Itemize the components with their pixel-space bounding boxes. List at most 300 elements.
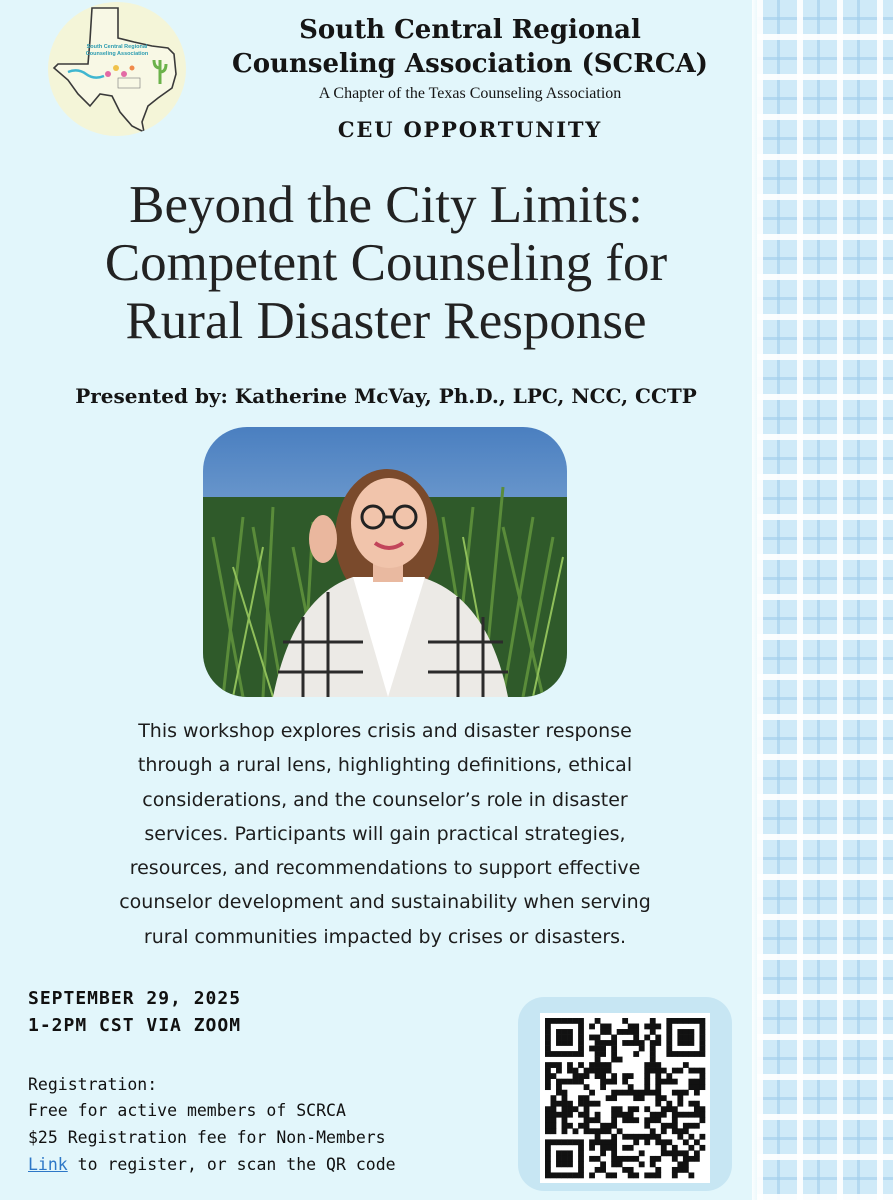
qr-module <box>551 1051 557 1057</box>
qr-module <box>611 1172 617 1178</box>
qr-module <box>677 1161 683 1167</box>
qr-module <box>551 1062 557 1068</box>
qr-module <box>573 1051 579 1057</box>
qr-module <box>661 1123 667 1129</box>
qr-module <box>562 1090 568 1096</box>
qr-module <box>556 1068 562 1074</box>
qr-module <box>556 1172 562 1178</box>
qr-module <box>666 1106 672 1112</box>
qr-module <box>644 1079 650 1085</box>
qr-module <box>683 1161 689 1167</box>
qr-module <box>628 1145 634 1151</box>
qr-module <box>694 1101 700 1107</box>
qr-module <box>699 1068 705 1074</box>
qr-module <box>556 1079 562 1085</box>
qr-module <box>628 1134 634 1140</box>
description-line: considerations, and the counselor’s role in disaster <box>142 788 628 811</box>
qr-module <box>562 1035 568 1041</box>
qr-module <box>688 1156 694 1162</box>
qr-module <box>655 1090 661 1096</box>
qr-module <box>666 1079 672 1085</box>
qr-module <box>584 1117 590 1123</box>
qr-module <box>644 1106 650 1112</box>
qr-module <box>556 1040 562 1046</box>
qr-module <box>672 1150 678 1156</box>
qr-module <box>622 1079 628 1085</box>
registration-link-line <box>28 1153 396 1178</box>
qr-module <box>688 1029 694 1035</box>
presenter-photo <box>203 427 567 697</box>
qr-module <box>688 1145 694 1151</box>
title-line-2: Competent Counseling for <box>104 234 668 292</box>
qr-module <box>650 1062 656 1068</box>
qr-module <box>545 1051 551 1057</box>
qr-module <box>655 1101 661 1107</box>
qr-module <box>611 1040 617 1046</box>
qr-module <box>644 1134 650 1140</box>
qr-module <box>639 1134 645 1140</box>
qr-module <box>573 1018 579 1024</box>
qr-module <box>672 1128 678 1134</box>
qr-module <box>666 1150 672 1156</box>
qr-module <box>617 1090 623 1096</box>
qr-module <box>545 1035 551 1041</box>
qr-module <box>699 1073 705 1079</box>
qr-module <box>650 1024 656 1030</box>
qr-module <box>683 1029 689 1035</box>
qr-module <box>694 1068 700 1074</box>
qr-module <box>650 1051 656 1057</box>
qr-module <box>556 1150 562 1156</box>
qr-module <box>611 1150 617 1156</box>
registration-members: Free for active members of SCRCA <box>28 1101 346 1120</box>
qr-module <box>633 1106 639 1112</box>
qr-module <box>567 1172 573 1178</box>
qr-module <box>650 1018 656 1024</box>
qr-module <box>545 1068 551 1074</box>
qr-module <box>578 1112 584 1118</box>
qr-module <box>628 1112 634 1118</box>
qr-module <box>545 1167 551 1173</box>
qr-module <box>628 1024 634 1030</box>
qr-module <box>639 1095 645 1101</box>
qr-module <box>694 1112 700 1118</box>
qr-module <box>688 1134 694 1140</box>
qr-module <box>578 1172 584 1178</box>
qr-module <box>622 1117 628 1123</box>
qr-module <box>650 1128 656 1134</box>
qr-module <box>683 1018 689 1024</box>
qr-module <box>688 1040 694 1046</box>
description-line: This workshop explores crisis and disaster response <box>138 720 632 742</box>
qr-module <box>611 1161 617 1167</box>
qr-module <box>694 1084 700 1090</box>
qr-module <box>628 1090 634 1096</box>
qr-module <box>611 1079 617 1085</box>
qr-module <box>666 1018 672 1024</box>
chapter-subtitle: A Chapter of the Texas Counseling Association <box>318 85 622 102</box>
qr-module <box>562 1117 568 1123</box>
qr-module <box>567 1018 573 1024</box>
qr-module <box>600 1161 606 1167</box>
qr-module <box>611 1117 617 1123</box>
qr-module <box>677 1134 683 1140</box>
title-line-1: Beyond the City Limits: <box>129 176 643 234</box>
qr-module <box>578 1145 584 1151</box>
qr-module <box>633 1024 639 1030</box>
qr-module <box>650 1117 656 1123</box>
qr-module <box>545 1145 551 1151</box>
qr-module <box>622 1029 628 1035</box>
qr-module <box>584 1128 590 1134</box>
qr-module <box>650 1112 656 1118</box>
org-name-line-2: Counseling Association (SCRCA) <box>232 49 708 79</box>
qr-module <box>672 1172 678 1178</box>
qr-module <box>622 1134 628 1140</box>
qr-module <box>677 1029 683 1035</box>
qr-module <box>683 1156 689 1162</box>
qr-module <box>589 1024 595 1030</box>
qr-module <box>589 1101 595 1107</box>
qr-module <box>551 1128 557 1134</box>
qr-module <box>578 1150 584 1156</box>
qr-module <box>567 1068 573 1074</box>
qr-module <box>562 1139 568 1145</box>
qr-module <box>661 1079 667 1085</box>
qr-module <box>672 1068 678 1074</box>
qr-module <box>683 1123 689 1129</box>
qr-module <box>567 1035 573 1041</box>
qr-module <box>573 1079 579 1085</box>
qr-module <box>589 1156 595 1162</box>
qr-module <box>600 1139 606 1145</box>
qr-module <box>633 1172 639 1178</box>
qr-module <box>633 1156 639 1162</box>
qr-module <box>683 1167 689 1173</box>
qr-module <box>633 1134 639 1140</box>
qr-module <box>688 1079 694 1085</box>
qr-module <box>655 1035 661 1041</box>
qr-module <box>672 1090 678 1096</box>
qr-module <box>699 1046 705 1052</box>
qr-module <box>600 1145 606 1151</box>
texas-map-icon <box>48 2 186 136</box>
qr-module <box>595 1128 601 1134</box>
qr-module <box>551 1172 557 1178</box>
qr-module <box>551 1073 557 1079</box>
qr-module <box>666 1139 672 1145</box>
qr-module <box>545 1062 551 1068</box>
qr-module <box>556 1084 562 1090</box>
qr-module <box>562 1150 568 1156</box>
qr-module <box>545 1123 551 1129</box>
qr-module <box>611 1090 617 1096</box>
qr-module <box>562 1112 568 1118</box>
qr-module <box>545 1018 551 1024</box>
qr-module <box>556 1139 562 1145</box>
qr-module <box>589 1145 595 1151</box>
qr-module <box>600 1029 606 1035</box>
qr-module <box>545 1024 551 1030</box>
qr-module <box>606 1024 612 1030</box>
qr-module <box>611 1156 617 1162</box>
qr-module <box>628 1117 634 1123</box>
qr-module <box>567 1150 573 1156</box>
qr-module <box>611 1139 617 1145</box>
description-line: through a rural lens, highlighting definitions, ethical <box>137 754 633 777</box>
qr-module <box>606 1128 612 1134</box>
qr-module <box>672 1079 678 1085</box>
qr-module <box>617 1029 623 1035</box>
qr-module <box>545 1073 551 1079</box>
qr-module <box>595 1018 601 1024</box>
qr-module <box>628 1167 634 1173</box>
registration-non-members: $25 Registration fee for Non-Members <box>28 1128 386 1147</box>
qr-module <box>661 1106 667 1112</box>
qr-module <box>567 1101 573 1107</box>
qr-module <box>556 1051 562 1057</box>
qr-module <box>694 1018 700 1024</box>
qr-module <box>633 1117 639 1123</box>
qr-module <box>672 1156 678 1162</box>
qr-module <box>573 1106 579 1112</box>
qr-module <box>562 1018 568 1024</box>
qr-module <box>628 1156 634 1162</box>
qr-module <box>622 1073 628 1079</box>
description-line: services. Participants will gain practical strategies, <box>144 822 626 845</box>
qr-module <box>545 1117 551 1123</box>
qr-module <box>699 1018 705 1024</box>
qr-module <box>545 1079 551 1085</box>
registration-heading: Registration: <box>28 1075 158 1094</box>
qr-module <box>672 1117 678 1123</box>
scrca-logo <box>48 2 186 136</box>
qr-module <box>573 1068 579 1074</box>
qr-module <box>600 1046 606 1052</box>
qr-module <box>567 1156 573 1162</box>
qr-module <box>567 1040 573 1046</box>
qr-module <box>556 1156 562 1162</box>
qr-module <box>617 1106 623 1112</box>
qr-module <box>600 1073 606 1079</box>
qr-module <box>699 1106 705 1112</box>
qr-module <box>644 1062 650 1068</box>
qr-module <box>694 1150 700 1156</box>
qr-module <box>595 1073 601 1079</box>
qr-module <box>600 1079 606 1085</box>
qr-module <box>584 1084 590 1090</box>
qr-module <box>578 1123 584 1129</box>
qr-module <box>556 1029 562 1035</box>
qr-module <box>617 1057 623 1063</box>
qr-module <box>545 1106 551 1112</box>
qr-module <box>639 1040 645 1046</box>
qr-module <box>606 1040 612 1046</box>
qr-module <box>584 1101 590 1107</box>
qr-module <box>606 1139 612 1145</box>
qr-module <box>683 1112 689 1118</box>
qr-module <box>578 1029 584 1035</box>
qr-module <box>672 1167 678 1173</box>
qr-module <box>633 1090 639 1096</box>
qr-module <box>589 1046 595 1052</box>
qr-module <box>699 1029 705 1035</box>
qr-module <box>694 1106 700 1112</box>
qr-module <box>688 1035 694 1041</box>
qr-module <box>639 1150 645 1156</box>
qr-module <box>584 1112 590 1118</box>
qr-module <box>551 1101 557 1107</box>
qr-module <box>578 1156 584 1162</box>
qr-module <box>562 1106 568 1112</box>
qr-module <box>655 1095 661 1101</box>
qr-module <box>694 1051 700 1057</box>
qr-module <box>644 1084 650 1090</box>
qr-module <box>573 1128 579 1134</box>
register-instructions: to register, or scan the QR code <box>67 1155 396 1174</box>
qr-module <box>606 1123 612 1129</box>
qr-module <box>562 1123 568 1129</box>
qr-module <box>633 1035 639 1041</box>
qr-module <box>567 1062 573 1068</box>
qr-module <box>633 1139 639 1145</box>
qr-module <box>683 1062 689 1068</box>
qr-code-icon[interactable] <box>540 1013 710 1183</box>
qr-module <box>666 1046 672 1052</box>
qr-module <box>672 1145 678 1151</box>
qr-module <box>589 1090 595 1096</box>
qr-module <box>683 1051 689 1057</box>
qr-module <box>617 1128 623 1134</box>
qr-module <box>688 1051 694 1057</box>
qr-module <box>683 1090 689 1096</box>
qr-module <box>589 1172 595 1178</box>
qr-module <box>699 1051 705 1057</box>
qr-module <box>628 1106 634 1112</box>
org-name-line-1: South Central Regional <box>299 15 641 45</box>
qr-module <box>611 1073 617 1079</box>
qr-module <box>622 1145 628 1151</box>
qr-module <box>562 1172 568 1178</box>
event-time: 1-2PM CST VIA ZOOM <box>28 1015 242 1036</box>
logo-text <box>82 44 152 58</box>
qr-module <box>650 1134 656 1140</box>
qr-module <box>562 1128 568 1134</box>
qr-module <box>688 1018 694 1024</box>
qr-module <box>600 1128 606 1134</box>
qr-module <box>600 1150 606 1156</box>
qr-module <box>611 1123 617 1129</box>
qr-module <box>600 1040 606 1046</box>
qr-module <box>595 1167 601 1173</box>
qr-module <box>683 1150 689 1156</box>
qr-module <box>683 1139 689 1145</box>
qr-module <box>551 1106 557 1112</box>
qr-module <box>644 1172 650 1178</box>
qr-module <box>677 1068 683 1074</box>
qr-module <box>655 1068 661 1074</box>
qr-module <box>677 1167 683 1173</box>
ceu-heading: CEU OPPORTUNITY <box>337 117 603 142</box>
qr-module <box>661 1128 667 1134</box>
qr-module <box>639 1090 645 1096</box>
qr-module <box>650 1040 656 1046</box>
qr-module <box>644 1139 650 1145</box>
qr-module <box>595 1057 601 1063</box>
qr-module <box>595 1035 601 1041</box>
qr-module <box>573 1139 579 1145</box>
qr-module <box>606 1062 612 1068</box>
qr-module <box>567 1029 573 1035</box>
qr-module <box>606 1068 612 1074</box>
qr-module <box>677 1095 683 1101</box>
qr-module <box>595 1051 601 1057</box>
qr-module <box>650 1090 656 1096</box>
qr-module <box>595 1156 601 1162</box>
qr-module <box>683 1035 689 1041</box>
register-link[interactable]: Link <box>28 1155 68 1174</box>
qr-module <box>672 1106 678 1112</box>
qr-module <box>655 1156 661 1162</box>
qr-module <box>578 1035 584 1041</box>
qr-module <box>578 1051 584 1057</box>
qr-module <box>661 1139 667 1145</box>
qr-module <box>677 1112 683 1118</box>
qr-module <box>683 1040 689 1046</box>
description-line: counselor development and sustainability when serving <box>119 891 651 914</box>
qr-module <box>562 1161 568 1167</box>
qr-module <box>688 1101 694 1107</box>
qr-module <box>573 1073 579 1079</box>
qr-module <box>589 1035 595 1041</box>
qr-module <box>551 1018 557 1024</box>
qr-module <box>584 1095 590 1101</box>
qr-module <box>562 1029 568 1035</box>
qr-module <box>545 1040 551 1046</box>
qr-module <box>666 1123 672 1129</box>
qr-module <box>666 1051 672 1057</box>
qr-module <box>617 1161 623 1167</box>
qr-module <box>655 1134 661 1140</box>
qr-module <box>688 1068 694 1074</box>
qr-module <box>584 1068 590 1074</box>
qr-module <box>611 1145 617 1151</box>
qr-module <box>562 1156 568 1162</box>
qr-module <box>562 1079 568 1085</box>
qr-module <box>611 1106 617 1112</box>
qr-module <box>567 1123 573 1129</box>
qr-module <box>688 1172 694 1178</box>
qr-module <box>688 1084 694 1090</box>
qr-module <box>639 1161 645 1167</box>
qr-module <box>578 1095 584 1101</box>
qr-module <box>578 1040 584 1046</box>
qr-module <box>562 1095 568 1101</box>
qr-module <box>628 1029 634 1035</box>
qr-module <box>666 1073 672 1079</box>
qr-module <box>567 1051 573 1057</box>
qr-module <box>578 1167 584 1173</box>
qr-module <box>578 1161 584 1167</box>
qr-module <box>694 1079 700 1085</box>
qr-module <box>551 1095 557 1101</box>
qr-module <box>611 1051 617 1057</box>
qr-module <box>567 1079 573 1085</box>
qr-module <box>567 1161 573 1167</box>
qr-module <box>589 1062 595 1068</box>
qr-module <box>650 1161 656 1167</box>
qr-module <box>677 1150 683 1156</box>
